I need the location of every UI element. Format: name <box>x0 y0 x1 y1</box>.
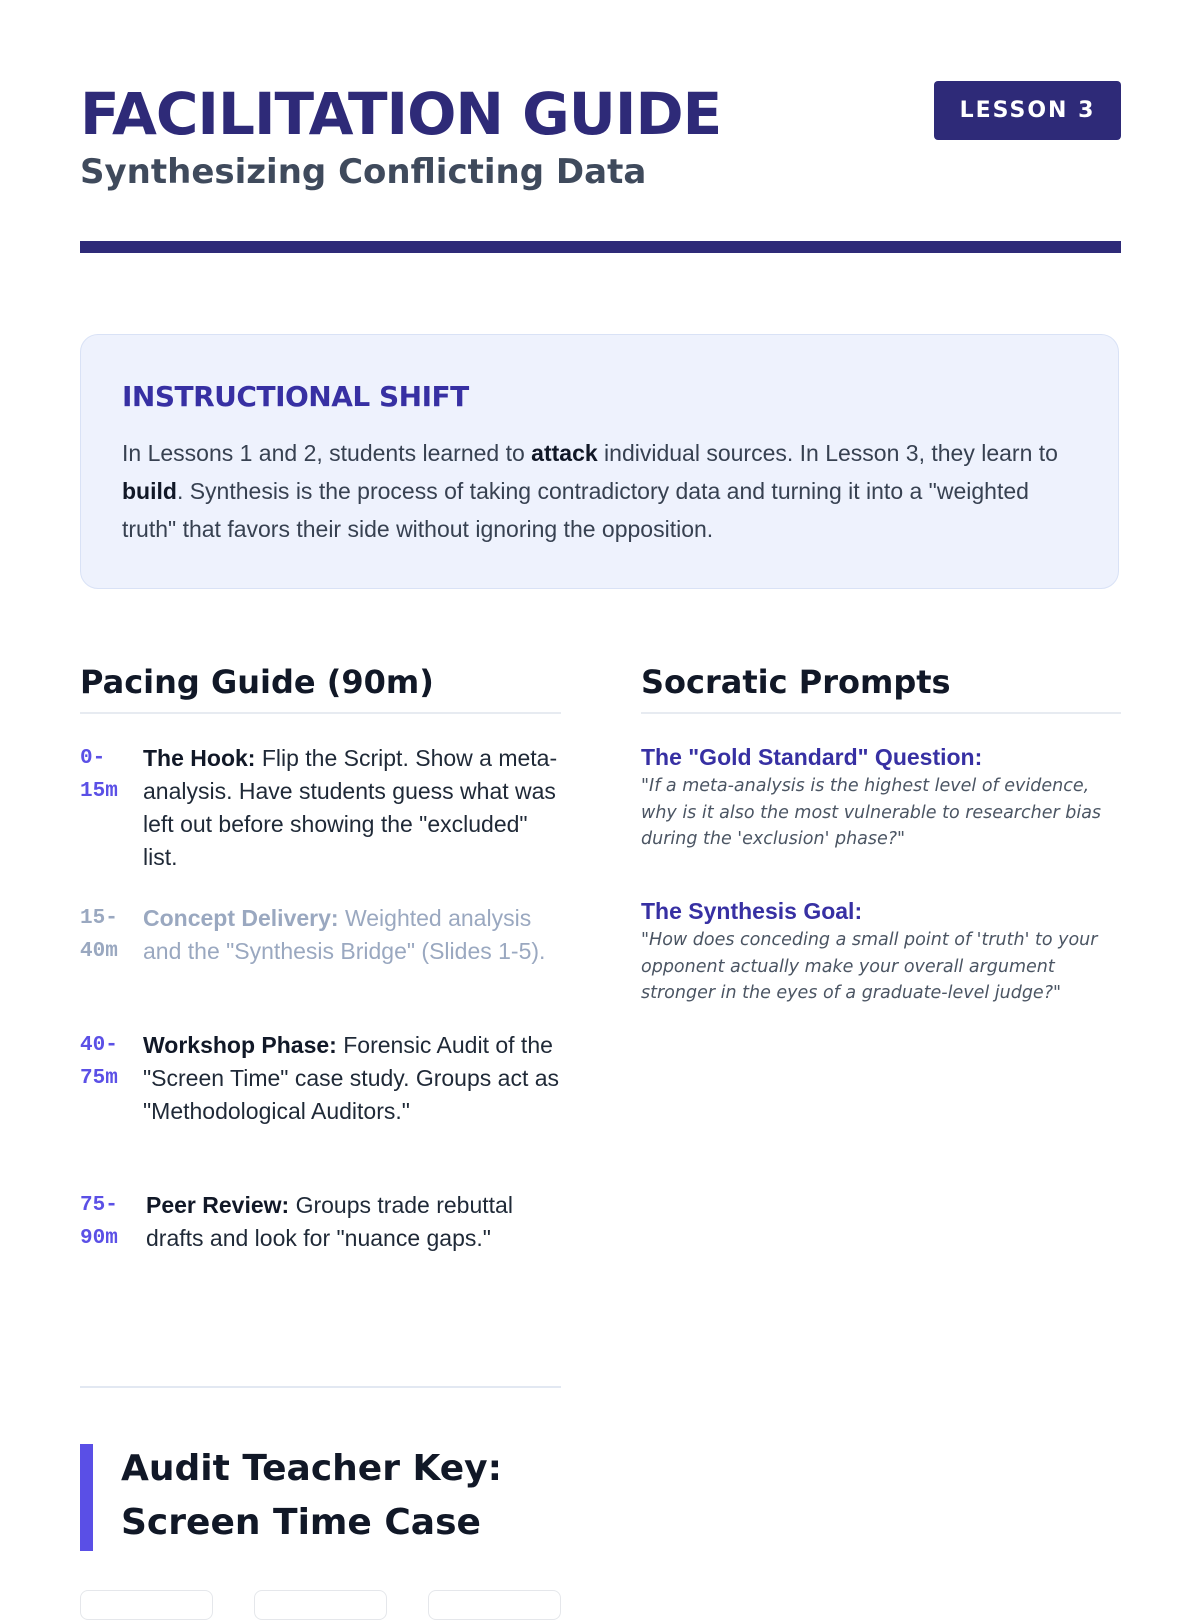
audit-key-card <box>254 1590 387 1620</box>
pacing-time <box>80 1189 118 1255</box>
pacing-guide-heading: Pacing Guide (90m) <box>80 663 434 701</box>
audit-key-card <box>80 1590 213 1620</box>
pacing-time-end: 75m <box>80 1067 118 1090</box>
pacing-description <box>143 742 563 874</box>
pacing-time <box>80 902 118 968</box>
section-divider <box>80 1386 561 1388</box>
pacing-text: Flip the Script. Show a meta-analysis. Have students guess what was left out before showing the "excluded" list. <box>143 745 558 870</box>
shift-text-part: individual sources. In Lesson 3, they learn to <box>597 440 1058 466</box>
pacing-time-end: 15m <box>80 780 118 803</box>
pacing-time-start: 15- <box>80 907 118 930</box>
pacing-label: Workshop Phase: <box>143 1032 337 1058</box>
pacing-description <box>146 1189 566 1255</box>
audit-key-accent-bar <box>80 1444 93 1551</box>
pacing-label: The Hook: <box>143 745 256 771</box>
pacing-description <box>143 902 563 968</box>
pacing-time-end: 40m <box>80 940 118 963</box>
socratic-prompts-heading: Socratic Prompts <box>641 663 951 701</box>
pacing-text: Forensic Audit of the "Screen Time" case study. Groups act as "Methodological Auditors." <box>143 1032 560 1124</box>
instructional-shift-callout <box>80 334 1119 589</box>
prompt-quote: "How does conceding a small point of 'truth' to your opponent actually make your overall argument stronger in the eyes of a graduate-level judge?" <box>641 930 1098 1003</box>
shift-text-part: In Lessons 1 and 2, students learned to <box>122 440 532 466</box>
pacing-text: Groups trade rebuttal drafts and look for "nuance gaps." <box>146 1192 513 1251</box>
prompt-title: The Synthesis Goal: <box>641 898 863 924</box>
page-title: FACILITATION GUIDE <box>80 80 722 148</box>
shift-text-part: . Synthesis is the process of taking contradictory data and turning it into a "weighted truth" that favors their side without ignoring the opposition. <box>122 478 1029 542</box>
shift-emphasis-build: build <box>122 478 177 504</box>
pacing-text: Weighted analysis and the "Synthesis Bridge" (Slides 1-5). <box>143 905 546 964</box>
pacing-description <box>143 1029 563 1128</box>
audit-key-card <box>428 1590 561 1620</box>
pacing-time-start: 40- <box>80 1034 118 1057</box>
pacing-time <box>80 1029 118 1095</box>
prompt-quote: "If a meta-analysis is the highest level of evidence, why is it also the most vulnerable to researcher bias during the 'exclusion' phase?" <box>641 776 1102 849</box>
instructional-shift-heading: INSTRUCTIONAL SHIFT <box>122 380 469 413</box>
pacing-time-start: 75- <box>80 1194 118 1217</box>
pacing-label: Peer Review: <box>146 1192 290 1218</box>
pacing-label: Concept Delivery: <box>143 905 339 931</box>
prompt-title: The "Gold Standard" Question: <box>641 744 983 770</box>
pacing-time-start: 0- <box>80 747 106 770</box>
pacing-time-end: 90m <box>80 1227 118 1250</box>
audit-key-heading: Audit Teacher Key: Screen Time Case <box>121 1448 503 1543</box>
shift-emphasis-attack: attack <box>531 440 598 466</box>
header-divider <box>80 241 1121 253</box>
pacing-time <box>80 742 118 808</box>
lesson-badge: LESSON 3 <box>934 81 1121 140</box>
instructional-shift-body <box>122 434 1082 548</box>
socratic-prompts-divider <box>641 712 1121 714</box>
page-subtitle: Synthesizing Conflicting Data <box>80 152 647 192</box>
pacing-guide-divider <box>80 712 561 714</box>
